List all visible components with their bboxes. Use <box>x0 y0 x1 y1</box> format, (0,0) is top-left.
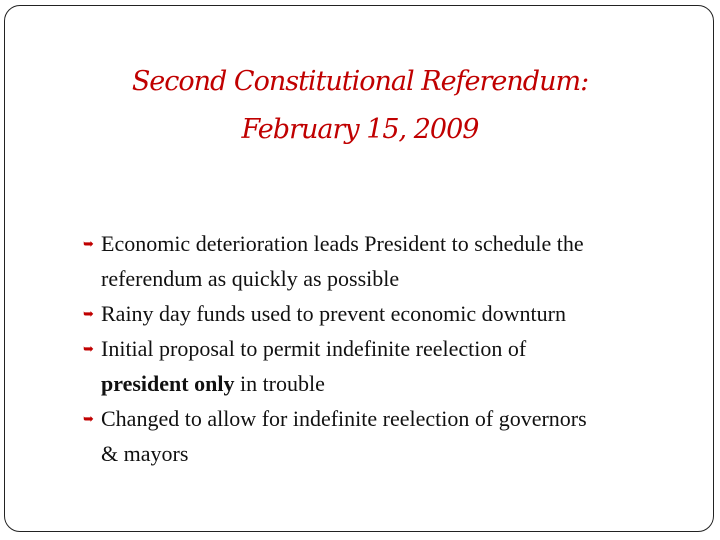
bullet-line: Economic deterioration leads President to schedule the <box>101 231 584 256</box>
bullet-line: referendum as quickly as possible <box>101 266 400 291</box>
slide-title <box>0 58 720 154</box>
bullet-line: Rainy day funds used to prevent economic downturn <box>101 301 566 326</box>
arrow-bullet-icon: ➥ <box>83 411 94 426</box>
bullet-item-3 <box>83 331 703 401</box>
bullet-item-4 <box>83 401 703 471</box>
title-line-2: February 15, 2009 <box>241 114 479 145</box>
title-line-1: Second Constitutional Referendum: <box>131 66 589 97</box>
arrow-bullet-icon: ➥ <box>83 236 94 251</box>
bold-emphasis: president only <box>101 371 235 396</box>
bullet-line: & mayors <box>101 441 189 466</box>
bullet-text <box>101 231 703 296</box>
bullet-line: Initial proposal to permit indefinite reelection of <box>101 336 527 361</box>
arrow-bullet-icon: ➥ <box>83 306 94 321</box>
arrow-bullet-icon: ➥ <box>83 341 94 356</box>
bullet-item-2 <box>83 296 703 331</box>
bullet-text <box>101 301 566 326</box>
bullet-line-rest: in trouble <box>234 371 325 396</box>
bullet-list <box>83 226 703 471</box>
bullet-item-1 <box>83 226 703 296</box>
bullet-line: Changed to allow for indefinite reelection of governors <box>101 406 587 431</box>
bullet-text <box>101 336 703 401</box>
bullet-line <box>101 366 703 401</box>
bullet-text <box>101 406 703 471</box>
